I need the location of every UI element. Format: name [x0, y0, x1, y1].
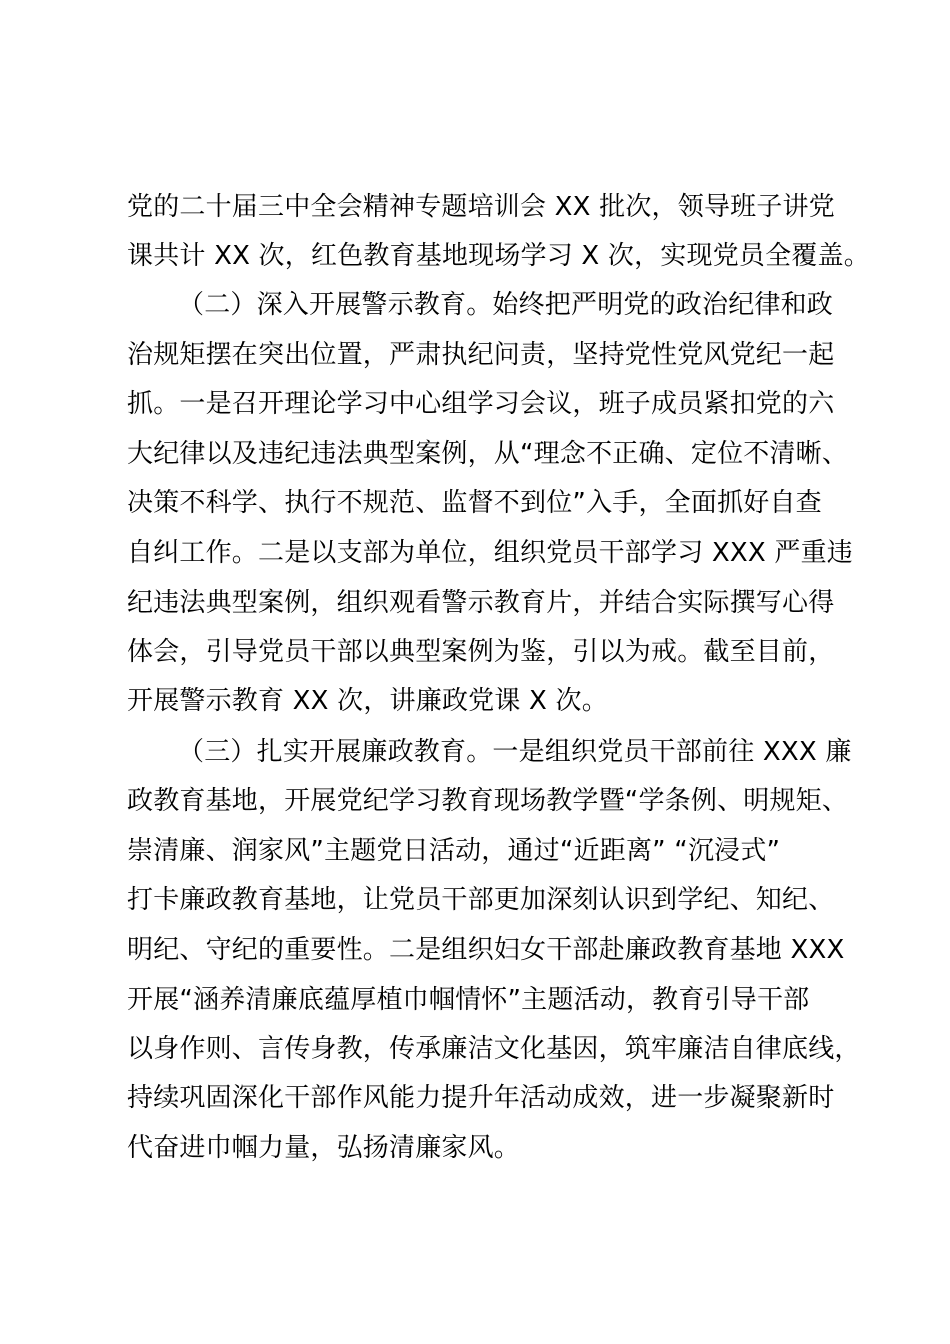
- text-line: 体会，引导党员干部以典型案例为鉴，引以为戒。截至目前，: [127, 637, 835, 667]
- text-line: 大纪律以及违纪违法典型案例，从“理念不正确、定位不清晰、: [127, 439, 849, 469]
- text-line: 纪违法典型案例，组织观看警示教育片，并结合实际撰写心得: [127, 588, 835, 618]
- text-line: 明纪、守纪的重要性。二是组织妇女干部赴廉政教育基地 XXX: [127, 935, 845, 965]
- text-line: 治规矩摆在突出位置，严肃执纪问责，坚持党性党风党纪一起: [127, 340, 835, 370]
- text-line: 开展“涵养清廉底蕴厚植巾帼情怀”主题活动，教育引导干部: [127, 985, 810, 1015]
- text-line: 自纠工作。二是以支部为单位，组织党员干部学习 XXX 严重违: [127, 538, 853, 568]
- text-line: 打卡廉政教育基地，让党员干部更加深刻认识到学纪、知纪、: [127, 885, 835, 915]
- text-line: 政教育基地，开展党纪学习教育现场教学暨“学条例、明规矩、: [127, 786, 849, 816]
- text-line: 崇清廉、润家风”主题党日活动，通过“近距离” “沉浸式”: [127, 836, 781, 866]
- text-line: 抓。一是召开理论学习中心组学习会议，班子成员紧扣党的六: [127, 389, 835, 419]
- text-line: 代奋进巾帼力量，弘扬清廉家风。: [127, 1133, 521, 1163]
- text-line: （三）扎实开展廉政教育。一是组织党员干部前往 XXX 廉: [178, 737, 852, 767]
- text-line: 持续巩固深化干部作风能力提升年活动成效，进一步凝聚新时: [127, 1083, 835, 1113]
- text-line: 开展警示教育 XX 次，讲廉政党课 X 次。: [127, 686, 608, 716]
- text-line: （二）深入开展警示教育。始终把严明党的政治纪律和政: [178, 290, 834, 320]
- text-line: 党的二十届三中全会精神专题培训会 XX 批次，领导班子讲党: [127, 192, 835, 222]
- text-line: 决策不科学、执行不规范、监督不到位”入手，全面抓好自查: [127, 488, 822, 518]
- text-line: 以身作则、言传身教，传承廉洁文化基因，筑牢廉洁自律底线，: [127, 1034, 861, 1064]
- text-line: 课共计 XX 次，红色教育基地现场学习 X 次，实现党员全覆盖。: [127, 241, 870, 271]
